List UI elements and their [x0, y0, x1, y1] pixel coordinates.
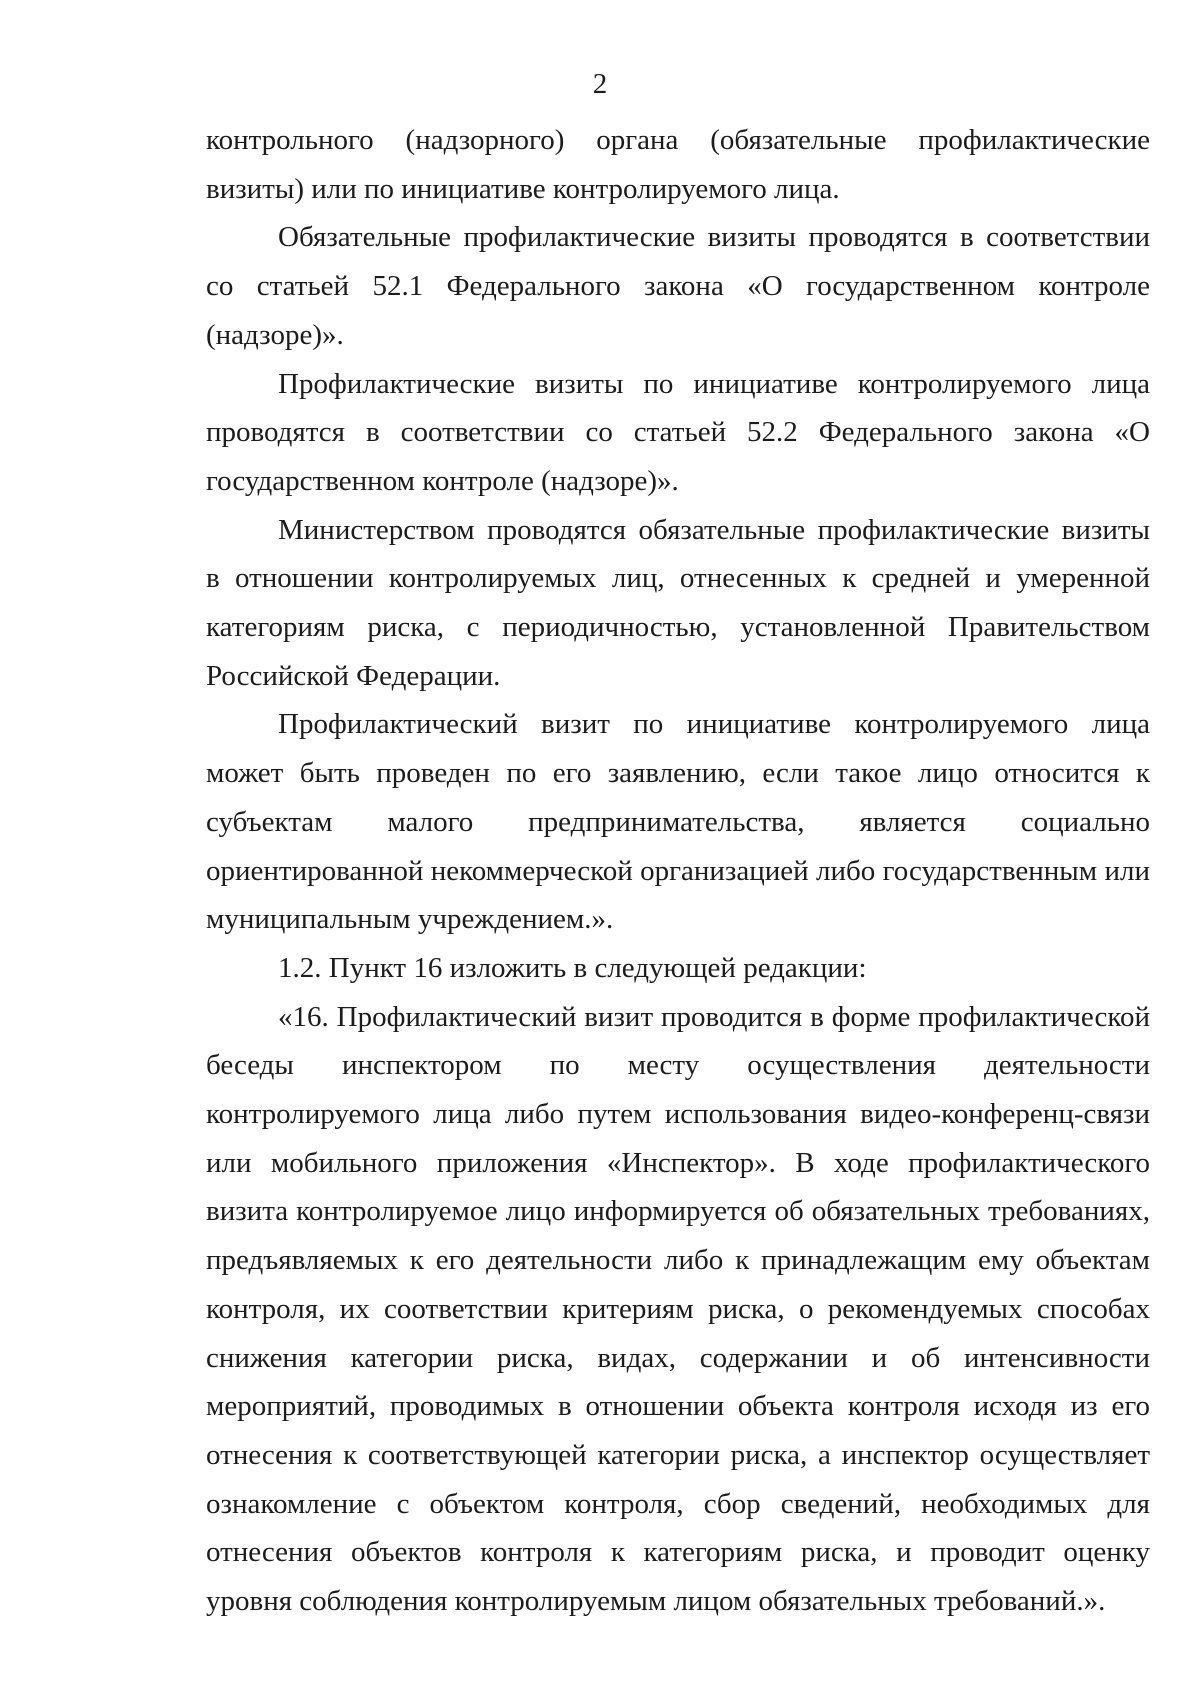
document-body — [206, 116, 1150, 1626]
page-number: 2 — [592, 68, 608, 100]
paragraph-continuation: контрольного (надзорного) органа (обязательные профилактические визиты) или по инициативе контролируемого лица. — [206, 124, 1150, 205]
paragraph-initiative-visits: Профилактические визиты по инициативе контролируемого лица проводятся в соответствии со статьей 52.2 Федерального закона «О государственном контроле (надзоре)». — [206, 367, 1150, 497]
paragraph-clause-16: «16. Профилактический визит проводится в форме профилактической беседы инспектором по месту осуществления деятельности контролируемого лица либо путем использования видео-конференц-связи или мобильного приложения «Инспектор». В ходе профилактического визита контролируемое лицо информируется об обязательных требованиях, предъявляемых к его деятельности либо к принадлежащим ему объектам контроля, их соответствии критериям риска, о рекомендуемых способах снижения категории риска, видах, содержании и об интенсивности мероприятий, проводимых в отношении объекта контроля исходя из его отнесения к соответствующей категории риска, а инспектор осуществляет ознакомление с объектом контроля, сбор сведений, необходимых для отнесения объектов контроля к категориям риска, и проводит оценку уровня соблюдения контролируемым лицом обязательных требований.». — [206, 1000, 1150, 1618]
paragraph-mandatory-visits: Обязательные профилактические визиты проводятся в соответствии со статьей 52.1 Федерального закона «О государственном контроле (надзоре)». — [206, 221, 1150, 351]
paragraph-ministry-visits: Министерством проводятся обязательные профилактические визиты в отношении контролируемых лиц, отнесенных к средней и умеренной категориям риска, с периодичностью, установленной Правительством Российской Федерации. — [206, 513, 1150, 692]
paragraph-amendment-heading: 1.2. Пункт 16 изложить в следующей редакции: — [278, 951, 867, 984]
paragraph-visit-on-request: Профилактический визит по инициативе контролируемого лица может быть проведен по его заявлению, если такое лицо относится к субъектам малого предпринимательства, является социально ориентированной некоммерческой организацией либо государственным или муниципальным учреждением.». — [206, 708, 1150, 936]
